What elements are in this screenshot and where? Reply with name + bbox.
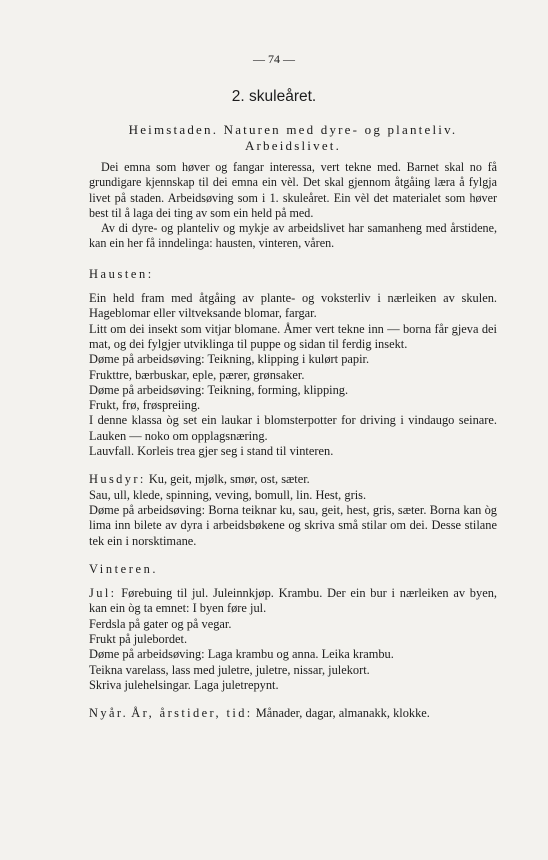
vinteren-line: Frukt på julebordet. bbox=[89, 632, 188, 647]
vinteren-line: Skriva julehelsingar. Laga juletrepynt. bbox=[89, 677, 279, 692]
page-body bbox=[89, 122, 497, 722]
jul-first-line: Førebuing til jul. Juleinnkjøp. Krambu. Der ein bur i nærleiken av byen, kan ein òg ta emnet: I byen føre jul. bbox=[89, 586, 497, 616]
hausten-line: Frukt, frø, frøspreiing. bbox=[89, 398, 201, 413]
hausten-line: Døme på arbeidsøving: Teikning, forming, klipping. bbox=[89, 382, 349, 397]
page-number: — 74 — bbox=[253, 52, 295, 66]
husdyr-line: Døme på arbeidsøving: Borna teiknar ku, sau, geit, hest, gris, sæter. Borna kan òg lima inn bilete av dyra i arbeidsbøkene og skriva små stilar om dei. Desse stilane tek ein i norsktimane. bbox=[89, 502, 497, 548]
hausten-line: Litt om dei insekt som vitjar blomane. Åmer vert tekne inn — borna får gjeva dei mat, og dei fylgjer utviklinga til puppe og sidan til ferdig insekt. bbox=[89, 321, 497, 351]
hausten-line: Frukttre, bærbuskar, eple, pærer, grønsaker. bbox=[89, 367, 305, 382]
nyar-topic: År, årstider, tid: bbox=[131, 706, 253, 721]
nyar-rest: Månader, dagar, almanakk, klokke. bbox=[255, 706, 430, 721]
nyar-label: Nyår. bbox=[89, 706, 129, 721]
jul-label: Jul: bbox=[89, 586, 117, 601]
section-subtitle: Heimstaden. Naturen med dyre- og planteliv. Arbeidslivet. bbox=[128, 122, 458, 153]
vinteren-line: Teikna varelass, lass med juletre, juletre, nissar, julekort. bbox=[89, 662, 370, 677]
husdyr-line: Sau, ull, klede, spinning, veving, bomull, lin. Hest, gris. bbox=[89, 487, 367, 502]
heading-hausten: Hausten: bbox=[89, 266, 154, 281]
hausten-line: Ein held fram med åtgåing av plante- og voksterliv i nærleiken av skulen. Hageblomar eller viltveksande blomar, fargar. bbox=[89, 291, 497, 321]
vinteren-line: Ferdsla på gater og på vegar. bbox=[89, 616, 232, 631]
vinteren-line: Døme på arbeidsøving: Laga krambu og anna. Leika krambu. bbox=[89, 647, 394, 662]
intro-paragraph: Av di dyre- og planteliv og mykje av arbeidslivet har samanheng med årstidene, kan ein her få inndelinga: hausten, vinteren, våren. bbox=[89, 221, 497, 251]
nyar-paragraph bbox=[89, 706, 497, 721]
jul-paragraph bbox=[89, 586, 497, 617]
hausten-line: Lauvfall. Korleis trea gjer seg i stand til vinteren. bbox=[89, 444, 334, 459]
heading-vinteren: Vinteren. bbox=[89, 561, 159, 576]
intro-paragraph: Dei emna som høver og fangar interessa, vert tekne med. Barnet skal no få grundigare kjennskap til dei emna ein vèl. Det skal gjennom åtgåing læra å fylgja livet på staden. Arbeidsøving som i 1. skuleåret. Ein vèl det materialet som høver best til å laga dei ting av som ein held på med. bbox=[89, 160, 497, 220]
chapter-title: 2. skuleåret. bbox=[231, 88, 317, 105]
husdyr-paragraph bbox=[89, 472, 497, 487]
heading-husdyr: Husdyr: bbox=[89, 472, 146, 487]
husdyr-first-line: Ku, geit, mjølk, smør, ost, sæter. bbox=[148, 472, 310, 487]
hausten-line: Døme på arbeidsøving: Teikning, klipping i kulørt papir. bbox=[89, 352, 370, 367]
hausten-line: I denne klassa òg set ein laukar i blomsterpotter for driving i vindaugo seinare. Lauken — noko om opplagsnæring. bbox=[89, 413, 497, 443]
